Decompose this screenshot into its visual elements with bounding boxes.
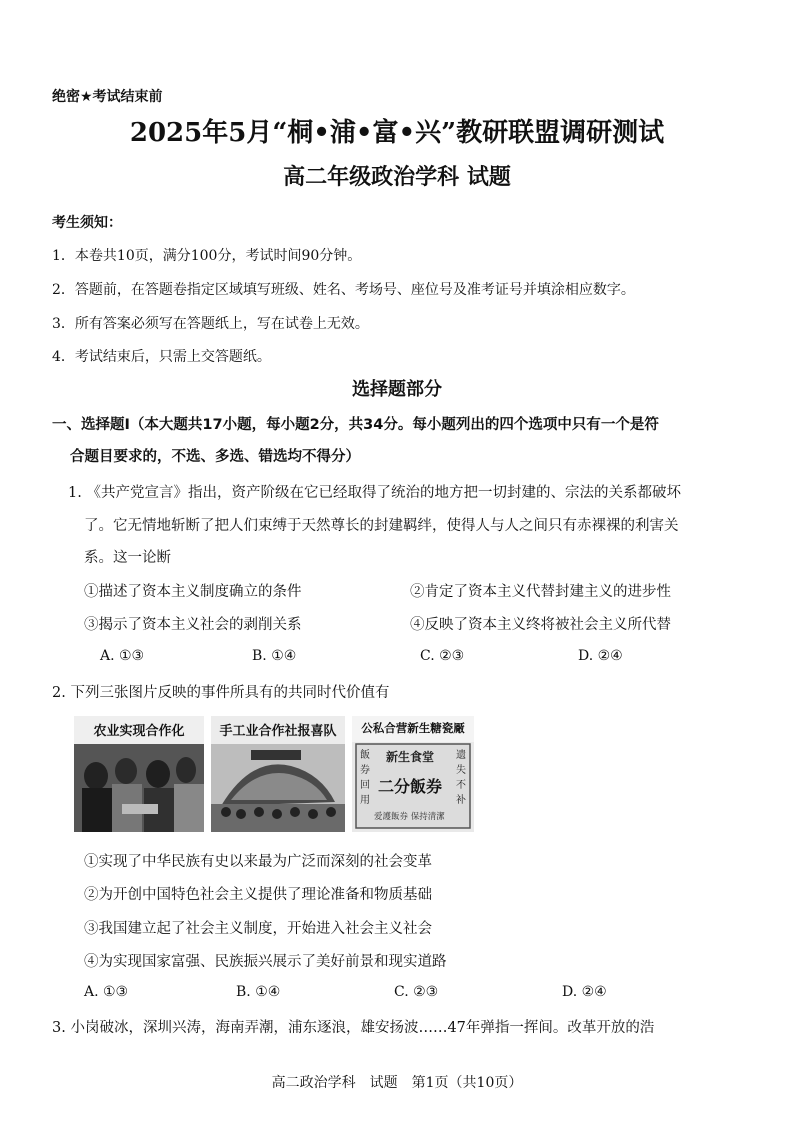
photo-agricultural-cooperation: [74, 716, 204, 832]
section-instruction: 一、选择题Ⅰ（本大题共17小题，每小题2分，共34分。每小题列出的四个选项中只有一个是符: [52, 417, 659, 433]
q2-statement-2: ②为开创中国特色社会主义提供了理论准备和物质基础: [84, 887, 432, 903]
section-instruction-cont: 合题目要求的，不选、多选、错选均不得分）: [70, 449, 360, 465]
photo1-caption: 农业实现合作化: [93, 724, 185, 739]
notice-item: 3．所有答案必须写在答题纸上，写在试卷上无效。: [52, 316, 369, 332]
notice-item: 4．考试结束后，只需上交答题纸。: [52, 349, 271, 365]
photo-handicraft-cooperative: [211, 716, 345, 832]
q1-choice-c: C. ②③: [420, 648, 465, 664]
photo2-caption: 手工业合作社报喜队: [219, 724, 337, 739]
q2-choice-b: B. ①④: [236, 984, 281, 1000]
meal-ticket-side-left: 飯券回用: [360, 750, 370, 806]
q2-statement-3: ③我国建立起了社会主义制度，开始进入社会主义社会: [84, 921, 432, 937]
q3-stem: 3. 小岗破冰，深圳兴涛，海南弄潮，浦东逐浪，雄安扬波……47年弹指一挥间。改革开放的浩: [52, 1020, 655, 1036]
meal-ticket-amount: 二分飯券: [378, 777, 443, 796]
q1-choice-d: D. ②④: [578, 648, 623, 664]
q1-stem-line: 系。这一论断: [84, 550, 171, 566]
q1-choice-b: B. ①④: [252, 648, 297, 664]
q1-statement-1: ①描述了资本主义制度确立的条件: [84, 584, 302, 600]
exam-subtitle: 高二年级政治学科 试题: [283, 164, 511, 190]
q2-photo-strip: [74, 716, 474, 832]
confidential-label: 绝密★考试结束前: [52, 89, 163, 105]
photo-joint-venture-meal-ticket: [352, 716, 474, 832]
q2-stem: 2. 下列三张图片反映的事件所具有的共同时代价值有: [52, 685, 390, 701]
meal-ticket-side-right: 遗失不补: [456, 750, 466, 806]
q1-choice-a: A. ①③: [100, 648, 145, 664]
exam-title: 2025年5月“桐•浦•富•兴”教研联盟调研测试: [129, 118, 665, 148]
q1-stem-line: 1. 《共产党宣言》指出，资产阶级在它已经取得了统治的地方把一切封建的、宗法的关系都破坏: [68, 485, 681, 501]
q2-choice-d: D. ②④: [562, 984, 607, 1000]
q2-choice-a: A. ①③: [84, 984, 129, 1000]
q2-statement-4: ④为实现国家富强、民族振兴展示了美好前景和现实道路: [84, 954, 447, 970]
notice-item: 1．本卷共10页，满分100分，考试时间90分钟。: [52, 248, 362, 264]
notice-heading: 考生须知：: [52, 215, 122, 231]
meal-ticket-title: 新生食堂: [386, 750, 435, 764]
q1-statement-3: ③揭示了资本主义社会的剥削关系: [84, 617, 302, 633]
q1-statement-2: ②肯定了资本主义代替封建主义的进步性: [410, 584, 671, 600]
notice-item: 2．答题前，在答题卷指定区域填写班级、姓名、考场号、座位号及准考证号并填涂相应数字。: [52, 282, 635, 298]
q2-choice-c: C. ②③: [394, 984, 439, 1000]
section-title: 选择题部分: [352, 379, 442, 400]
q1-statement-4: ④反映了资本主义终将被社会主义所代替: [410, 617, 671, 633]
meal-ticket-footer: 爱護飯券 保持清潔: [374, 812, 445, 822]
q1-stem-line: 了。它无情地斩断了把人们束缚于天然尊长的封建羁绊，使得人与人之间只有赤裸裸的利害关: [84, 518, 679, 534]
q2-statement-1: ①实现了中华民族有史以来最为广泛而深刻的社会变革: [84, 854, 432, 870]
photo3-caption: 公私合营新生糖瓷厰: [361, 721, 465, 735]
page-footer: 高二政治学科 试题 第1页（共10页）: [271, 1075, 523, 1091]
